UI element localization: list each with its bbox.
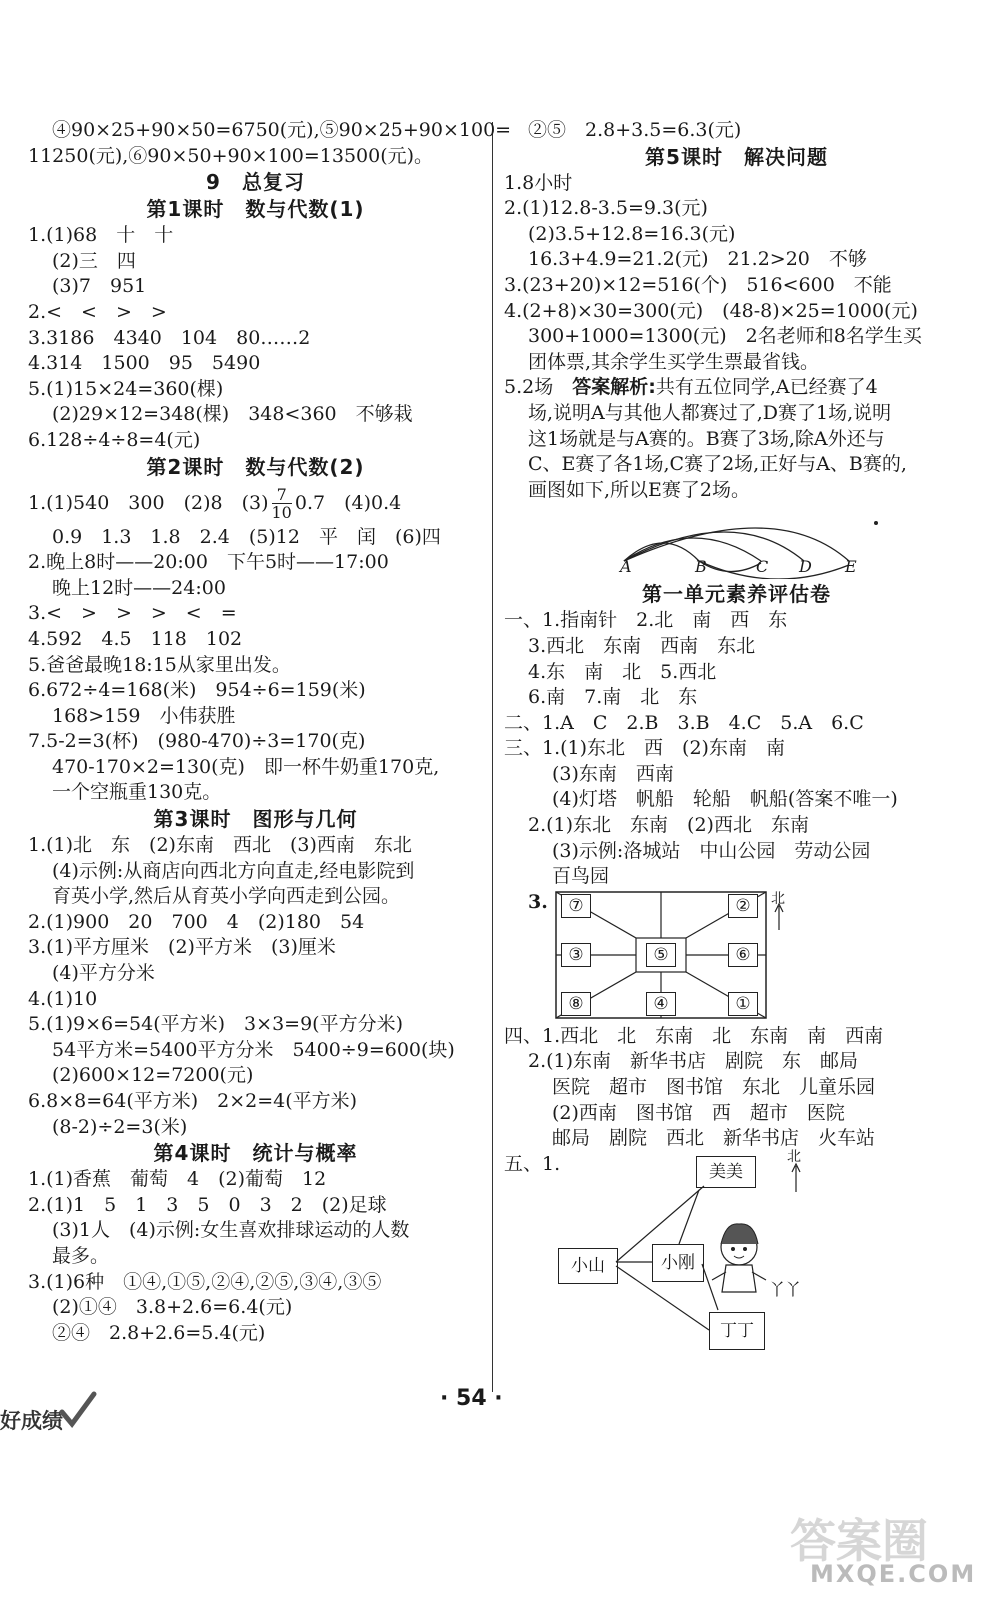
chapter-title: 9 总复习	[206, 170, 305, 195]
answer-line: 6.672÷4=168(米) 954÷6=159(米)	[28, 679, 366, 702]
left-column	[28, 118, 512, 1346]
match-arcs	[504, 503, 969, 579]
map-north-label: 北	[787, 1148, 801, 1165]
answer-line: 2.晚上8时——20:00 下午5时——17:00	[28, 551, 389, 574]
answer-line: 16.3+4.9=21.2(元) 21.2>20 不够	[528, 248, 867, 271]
answer-line: ②⑤ 2.8+3.5=6.3(元)	[528, 119, 742, 141]
fraction-denominator: 10	[271, 503, 292, 523]
lesson5-title: 第5课时 解决问题	[645, 144, 828, 169]
grid-cell: ⑧	[561, 992, 591, 1016]
answer-line: (3)1人 (4)示例:女生喜欢排球运动的人数	[52, 1219, 410, 1242]
answer-line: (2)①④ 3.8+2.6=6.4(元)	[52, 1296, 293, 1319]
answer-line: 1.8小时	[504, 171, 573, 194]
grid-cell: ③	[561, 943, 591, 967]
label-d: D	[799, 557, 812, 577]
answer-line: 4.东 南 北 5.西北	[528, 660, 717, 683]
dot	[874, 521, 878, 525]
map-girl-label: 丫丫	[769, 1279, 802, 1299]
answer-line: 6.128÷4÷8=4(元)	[28, 428, 201, 451]
answer-line: 470-170×2=130(克) 即一杯牛奶重170克,	[52, 755, 440, 778]
lesson4-title: 第4课时 统计与概率	[153, 1141, 358, 1166]
answer-line: 四、1.西北 北 东南 北 东南 南 西南	[504, 1024, 884, 1047]
answer-line-q5	[504, 375, 969, 401]
answer-analysis-label: 答案解析:	[572, 376, 656, 399]
column-divider	[492, 122, 493, 1392]
answer-line: 5.(1)15×24=360(棵)	[28, 377, 224, 400]
answer-line: 团体票,其余学生买学生票最省钱。	[528, 350, 820, 373]
answer-line: 百鸟园	[552, 865, 610, 888]
right-column	[504, 118, 969, 1357]
arc-b-e	[699, 561, 849, 579]
fraction-line-before: 1.(1)540 300 (2)8 (3)	[28, 491, 269, 514]
fraction-line	[28, 481, 483, 525]
answer-line: 医院 超市 图书馆 东北 儿童乐园	[552, 1076, 876, 1099]
answer-line: 三、1.(1)东北 西 (2)东南 南	[504, 737, 785, 760]
answer-line: 3.(1)6种 ①④,①⑤,②④,②⑤,③④,③⑤	[28, 1270, 382, 1293]
answer-line: 育英小学,然后从育英小学向西走到公园。	[52, 885, 401, 908]
checkmark-icon	[58, 1390, 98, 1430]
arc-b-c	[699, 561, 761, 572]
answer-line: 二、1.A C 2.B 3.B 4.C 5.A 6.C	[504, 711, 864, 734]
answer-line: 3.(1)平方厘米 (2)平方米 (3)厘米	[28, 936, 336, 959]
answer-line: 2.(1)900 20 700 4 (2)180 54	[28, 910, 365, 933]
answer-line: 2.< < > >	[28, 300, 167, 323]
match-diagram	[504, 503, 969, 579]
answer-line: 1.(1)北 东 (2)东南 西北 (3)西南 东北	[28, 834, 412, 857]
answer-line: 一、1.指南针 2.北 南 西 东	[504, 609, 788, 632]
lesson2-title: 第2课时 数与代数(2)	[146, 454, 365, 479]
north-label: 北	[771, 890, 785, 907]
answer-line: 4.314 1500 95 5490	[28, 352, 261, 375]
answer-line: 2.(1)1 5 1 3 5 0 3 2 (2)足球	[28, 1193, 387, 1216]
answer-line: 画图如下,所以E赛了2场。	[528, 478, 750, 501]
answer-line: 2.(1)东南 新华书店 剧院 东 邮局	[528, 1050, 859, 1073]
q5-rest: 共有五位同学,A已经赛了4	[655, 376, 878, 399]
answer-line: ②④ 2.8+2.6=5.4(元)	[52, 1321, 266, 1344]
answer-line: 0.9 1.3 1.8 2.4 (5)12 平 闰 (6)四	[52, 525, 441, 548]
fraction-numerator: 7	[272, 486, 292, 504]
answer-line: 2.(1)东北 东南 (2)西北 东南	[528, 814, 809, 837]
answer-line: 这1场就是与A赛的。B赛了3场,除A外还与	[528, 427, 885, 450]
answer-line: C、E赛了各1场,C赛了2场,正好与A、B赛的,	[528, 453, 907, 476]
fraction	[272, 486, 292, 521]
answer-line: 5.(1)9×6=54(平方米) 3×3=9(平方分米)	[28, 1013, 403, 1036]
answer-line: 6.8×8=64(平方米) 2×2=4(平方米)	[28, 1090, 358, 1112]
answer-line: (2)600×12=7200(元)	[52, 1064, 254, 1087]
lesson3-title: 第3课时 图形与几何	[153, 807, 358, 832]
label-c: C	[756, 557, 769, 577]
answer-line: (3)示例:洛城站 中山公园 劳动公园	[552, 839, 871, 862]
answer-line: (2)29×12=348(棵) 348<360 不够栽	[52, 403, 413, 426]
answer-line: 4.(1)10	[28, 987, 98, 1010]
q5-label: 5.2场	[504, 376, 554, 399]
grid-figure	[504, 890, 969, 1022]
intro-line-2: 11250(元),⑥90×50+90×100=13500(元)。	[28, 144, 434, 167]
grid-question-label: 3.	[528, 890, 548, 913]
answer-line: 4.(2+8)×30=300(元) (48-8)×25=1000(元)	[504, 299, 918, 322]
map-box-xiaoshan: 小山	[558, 1248, 618, 1284]
answer-line: (3)7 951	[52, 275, 147, 298]
answer-line: 1.(1)68 十 十	[28, 224, 174, 247]
answer-line: (3)东南 西南	[552, 762, 674, 785]
intro-line-1: ④90×25+90×50=6750(元),⑤90×25+90×100=	[52, 119, 512, 141]
answer-line: 场,说明A与其他人都赛过了,D赛了1场,说明	[528, 401, 892, 424]
answer-line: 晚上12时——24:00	[52, 576, 226, 599]
grid-cell: ①	[728, 992, 758, 1016]
answer-line: 4.592 4.5 118 102	[28, 627, 243, 650]
grid-cell: ②	[728, 894, 758, 918]
answer-line: 3.(23+20)×12=516(个) 516<600 不能	[504, 273, 892, 296]
label-a: A	[620, 557, 632, 577]
lesson1-title: 第1课时 数与代数(1)	[146, 197, 365, 222]
grid-cell: ⑤	[646, 943, 676, 967]
answer-line: (4)平方分米	[52, 962, 155, 985]
label-e: E	[845, 557, 857, 577]
map-box-dingding: 丁丁	[709, 1312, 765, 1350]
answer-line: (4)灯塔 帆船 轮船 帆船(答案不唯一)	[552, 788, 898, 811]
map-figure	[504, 1148, 969, 1357]
answer-line: 6.南 7.南 北 东	[528, 686, 698, 709]
answer-line: 一个空瓶重130克。	[52, 781, 222, 804]
answer-line: 3.3186 4340 104 80……2	[28, 326, 311, 349]
grid-cell: ⑦	[561, 894, 591, 918]
map-box-meimei: 美美	[696, 1156, 756, 1188]
answer-line: 3.< > > > < =	[28, 602, 237, 625]
answer-line: 1.(1)香蕉 葡萄 4 (2)葡萄 12	[28, 1168, 327, 1191]
answer-line: (2)三 四	[52, 249, 136, 272]
answer-line: 最多。	[52, 1244, 110, 1267]
answer-line: 300+1000=1300(元) 2名老师和8名学生买	[528, 325, 922, 348]
answer-line: 168>159 小伟获胜	[52, 704, 236, 727]
girl-illustration	[712, 1224, 766, 1292]
s5-label: 五、1.	[504, 1152, 561, 1175]
answer-line: (8-2)÷2=3(米)	[52, 1115, 188, 1138]
answer-line: (2)3.5+12.8=16.3(元)	[528, 222, 736, 245]
answer-line: (4)示例:从商店向西北方向直走,经电影院到	[52, 859, 415, 882]
grid-cell: ④	[646, 992, 676, 1016]
answer-line: (2)西南 图书馆 西 超市 医院	[552, 1101, 845, 1124]
answer-line: 邮局 剧院 西北 新华书店 火车站	[552, 1127, 876, 1150]
watermark-logo: 答案圈	[790, 1514, 928, 1568]
page-number: · 54 ·	[440, 1386, 503, 1411]
answer-line: 3.西北 东南 西南 东北	[528, 634, 756, 657]
grid-cell: ⑥	[728, 943, 758, 967]
brand-logo-text: 好成绩	[0, 1409, 63, 1433]
fraction-line-after: 0.7 (4)0.4	[294, 491, 402, 514]
answer-line: 5.爸爸最晚18:15从家里出发。	[28, 653, 291, 676]
answer-line: 2.(1)12.8-3.5=9.3(元)	[504, 197, 708, 220]
arc-a-c	[624, 538, 761, 561]
answer-line: 54平方米=5400平方分米 5400÷9=600(块)	[52, 1038, 455, 1061]
label-b: B	[695, 557, 707, 577]
unit1-title: 第一单元素养评估卷	[642, 582, 831, 607]
answer-line: 7.5-2=3(杯) (980-470)÷3=170(克)	[28, 730, 366, 753]
map-box-xiaogang: 小刚	[652, 1244, 704, 1282]
watermark-url: MXQE.COM	[810, 1560, 977, 1588]
